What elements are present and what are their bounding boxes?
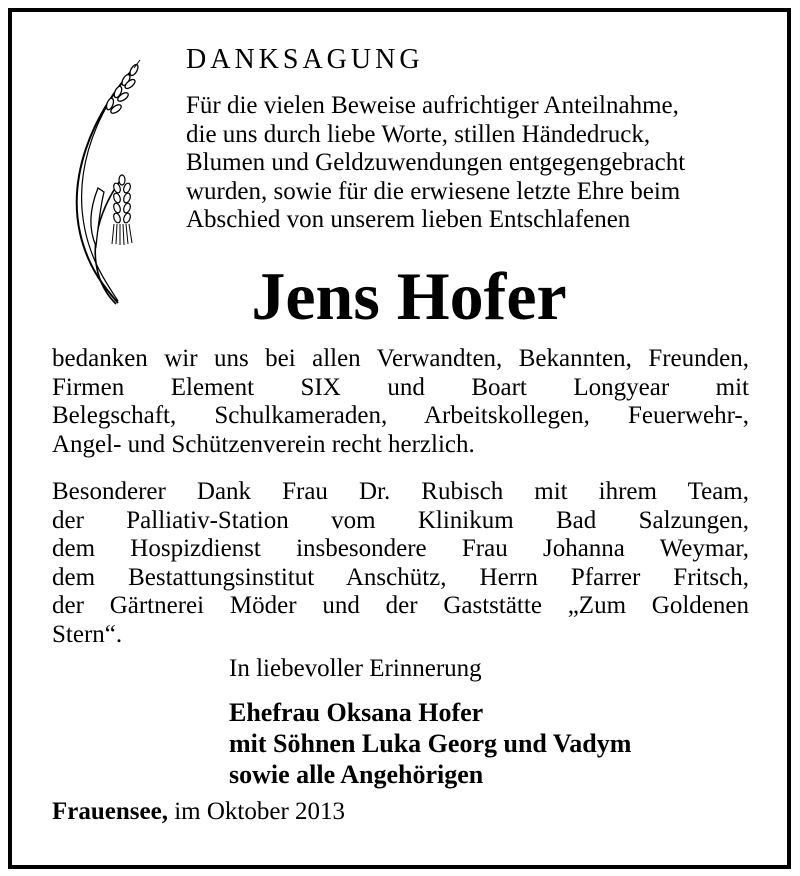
memory-line: In liebevoller Erinnerung bbox=[229, 655, 482, 682]
signatory-line: mit Söhnen Luka Georg und Vadym bbox=[229, 729, 632, 758]
signatories bbox=[229, 697, 631, 790]
paragraph-line: Besonderer Dank Frau Dr. Rubisch mit ihrem Team, bbox=[52, 478, 749, 505]
place-date bbox=[52, 798, 345, 826]
special-thanks-paragraph bbox=[52, 478, 749, 649]
paragraph-line: Belegschaft, Schulkameraden, Arbeitskollegen, Feuerwehr-, bbox=[52, 402, 749, 429]
paragraph-line: dem Bestattungsinstitut Anschütz, Herrn Pfarrer Fritsch, bbox=[52, 563, 749, 591]
paragraph-line: dem Hospizdienst insbesondere Frau Johanna Weymar, bbox=[52, 535, 749, 562]
place: Frauensee, bbox=[52, 798, 168, 825]
intro-text bbox=[186, 92, 685, 235]
paragraph-line: Firmen Element SIX und Boart Longyear mit bbox=[52, 373, 749, 401]
notice-heading: DANKSAGUNG bbox=[186, 44, 424, 75]
signatory-line: Ehefrau Oksana Hofer bbox=[229, 698, 484, 727]
deceased-name: Jens Hofer bbox=[251, 258, 567, 334]
intro-line: die uns durch liebe Worte, stillen Händedruck, bbox=[186, 120, 651, 148]
paragraph-line: der Palliativ-Station vom Klinikum Bad Salzungen, bbox=[52, 506, 749, 534]
paragraph-line: bedanken wir uns bei allen Verwandten, Bekannten, Freunden, bbox=[52, 345, 749, 372]
paragraph-line: Angel- und Schützenverein recht herzlich. bbox=[52, 430, 475, 458]
thanks-paragraph bbox=[52, 345, 749, 459]
signatory-line: sowie alle Angehörigen bbox=[229, 760, 484, 789]
intro-line: Für die vielen Beweise aufrichtiger Anteilnahme, bbox=[186, 92, 679, 119]
intro-line: Blumen und Geldzuwendungen entgegengebracht bbox=[186, 149, 686, 176]
intro-line: wurden, sowie für die erwiesene letzte Ehre beim bbox=[186, 177, 681, 205]
paragraph-line: Stern“. bbox=[52, 620, 123, 648]
paragraph-line: der Gärtnerei Möder und der Gaststätte „Zum Goldenen bbox=[52, 592, 749, 619]
date: im Oktober 2013 bbox=[167, 798, 346, 825]
intro-line: Abschied von unserem lieben Entschlafenen bbox=[186, 206, 631, 233]
